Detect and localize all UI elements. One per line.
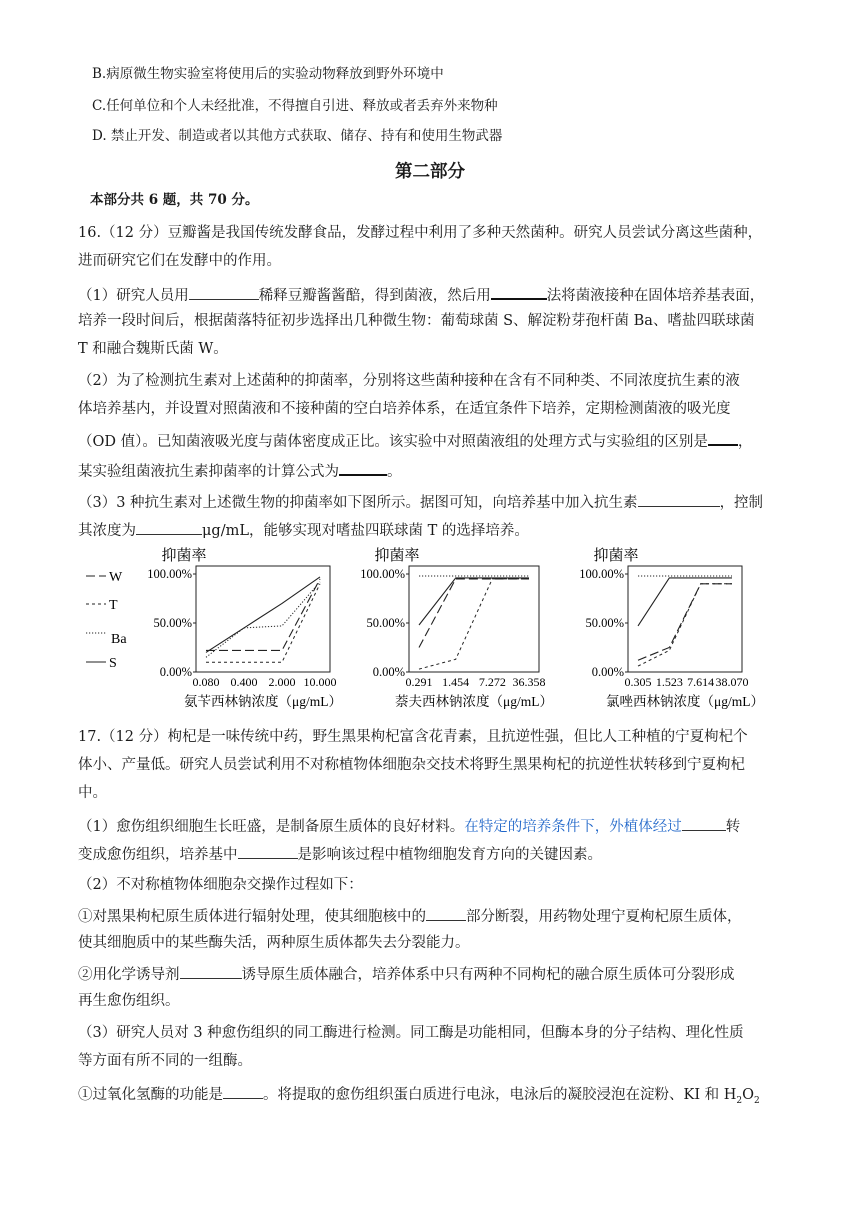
answer-blank[interactable] xyxy=(189,284,259,300)
series-line-W xyxy=(638,584,732,660)
series-line-S xyxy=(419,578,529,625)
x-tick-label: 36.358 xyxy=(512,675,546,689)
answer-blank[interactable] xyxy=(708,429,738,446)
plot-frame xyxy=(196,566,330,672)
legend-label-W: W xyxy=(109,570,123,585)
answer-blank[interactable] xyxy=(638,491,720,507)
plot-frame xyxy=(409,566,539,672)
q16-stem-1: 16.（12 分）豆瓣酱是我国传统发酵食品，发酵过程中利用了多种天然菌种。研究人员尝试分离这些菌种， xyxy=(78,225,763,241)
q17-part2-title: （2）不对称植物体细胞杂交操作过程如下： xyxy=(78,877,363,893)
series-line-W xyxy=(206,579,320,651)
y-tick-label: 100.00% xyxy=(147,567,192,581)
x-tick-label: 7.272 xyxy=(478,675,506,689)
answer-blank[interactable] xyxy=(339,459,387,476)
x-axis-label: 萘夫西林钠浓度（μg/mL） xyxy=(395,694,553,709)
q17-part3-line1: （3）研究人员对 3 种愈伤组织的同工酶进行检测。同工酶是功能相同，但酶本身的分子结构、理化性质 xyxy=(78,1025,744,1041)
q17-part1-line2: 变成愈伤组织，培养基中 是影响该过程中植物细胞发育方向的关键因素。 xyxy=(78,843,602,865)
x-tick-label: 7.614 xyxy=(687,675,715,689)
series-line-S xyxy=(206,577,320,653)
q17-stem-2: 体小、产量低。研究人员尝试利用不对称植物体细胞杂交技术将野生黑果枸杞的抗逆性状转移到宁夏枸杞 xyxy=(78,757,745,773)
series-line-S xyxy=(638,578,732,626)
x-tick-label: 0.400 xyxy=(230,675,258,689)
q17-stem-1: 17.（12 分）枸杞是一味传统中药，野生黑果枸杞富含花青素，且抗逆性强，但比人工种植的宁夏枸杞个 xyxy=(78,729,748,745)
y-tick-label: 50.00% xyxy=(153,616,192,630)
plot-frame xyxy=(628,566,742,672)
option-c: C.任何单位和个人未经批准，不得擅自引进、释放或者丢弃外来物种 xyxy=(92,98,498,114)
q16-part2-line3: （OD 值）。已知菌液吸光度与菌体密度成正比。该实验中对照菌液组的处理方式与实验组的区别是 ， xyxy=(78,429,752,452)
q16-part2-line4: 某实验组菌液抗生素抑菌率的计算公式为 。 xyxy=(78,459,402,482)
y-tick-label: 50.00% xyxy=(585,616,624,630)
q16-stem-2: 进而研究它们在发酵中的作用。 xyxy=(78,253,281,269)
x-axis-label: 氨苄西林钠浓度（μg/mL） xyxy=(184,694,342,709)
x-tick-label: 2.000 xyxy=(268,675,296,689)
answer-blank[interactable] xyxy=(223,1083,263,1099)
q16-part1-line2: 培养一段时间后，根据菌落特征初步选择出几种微生物：葡萄球菌 S、解淀粉芽孢杆菌 Ba、嗜盐四联球菌 xyxy=(78,313,755,329)
x-tick-label: 1.523 xyxy=(655,675,683,689)
y-tick-label: 0.00% xyxy=(159,665,192,679)
y-axis-label: 抑菌率 xyxy=(593,548,639,564)
q17-part1-line1: （1）愈伤组织细胞生长旺盛，是制备原生质体的良好材料。在特定的培养条件下，外植体经过 转 xyxy=(78,815,740,837)
option-b: B.病原微生物实验室将使用后的实验动物释放到野外环境中 xyxy=(92,66,444,82)
legend-label-Ba: Ba xyxy=(111,632,127,647)
y-tick-label: 100.00% xyxy=(360,567,405,581)
q16-part3-line2: 其浓度为 μg/mL，能够实现对嗜盐四联球菌 T 的选择培养。 xyxy=(78,519,529,541)
series-line-W xyxy=(419,579,529,648)
q16-part1-line1: （1）研究人员用 稀释豆瓣酱酱醅，得到菌液，然后用 法将菌液接种在固体培养基表面， xyxy=(78,283,764,306)
x-tick-label: 0.291 xyxy=(405,675,433,689)
y-axis-label: 抑菌率 xyxy=(374,548,420,564)
q16-part1-line3: T 和融合魏斯氏菌 W。 xyxy=(78,341,228,357)
y-tick-label: 50.00% xyxy=(366,616,405,630)
y-tick-label: 100.00% xyxy=(579,567,624,581)
y-tick-label: 0.00% xyxy=(372,665,405,679)
q17-stem-3: 中。 xyxy=(78,785,107,801)
q17-part2-line1: ①对黑果枸杞原生质体进行辐射处理，使其细胞核中的 部分断裂，用药物处理宁夏枸杞原生质体， xyxy=(78,905,742,927)
x-tick-label: 0.305 xyxy=(624,675,652,689)
q17-part2-line3: ②用化学诱导剂 诱导原生质体融合，培养体系中只有两种不同枸杞的融合原生质体可分裂形成 xyxy=(78,963,735,985)
answer-blank[interactable] xyxy=(238,843,298,859)
option-d: D. 禁止开发、制造或者以其他方式获取、储存、持有和使用生物武器 xyxy=(92,128,503,144)
legend-label-T: T xyxy=(109,598,118,613)
q16-part3-line1: （3）3 种抗生素对上述微生物的抑菌率如下图所示。据图可知，向培养基中加入抗生素 ，控制 xyxy=(78,491,763,513)
x-tick-label: 1.454 xyxy=(442,675,470,689)
q17-part3-line2: 等方面有所不同的一组酶。 xyxy=(78,1053,252,1069)
answer-blank[interactable] xyxy=(491,283,547,300)
section-note: 本部分共 6 题，共 70 分。 xyxy=(90,192,259,208)
answer-blank[interactable] xyxy=(426,905,466,921)
q17-part3-line3: ①过氧化氢酶的功能是 。将提取的愈伤组织蛋白质进行电泳，电泳后的凝胶浸泡在淀粉、KI 和 $H_2O_2$ xyxy=(78,1083,760,1111)
legend-label-S: S xyxy=(109,656,117,671)
x-axis-label: 氯唑西林钠浓度（μg/mL） xyxy=(606,694,764,709)
q17-part2-line4: 再生愈伤组织。 xyxy=(78,993,180,1009)
y-tick-label: 0.00% xyxy=(591,665,624,679)
q16-part2-line1: （2）为了检测抗生素对上述菌种的抑菌率，分别将这些菌种接种在含有不同种类、不同浓度抗生素的液 xyxy=(78,373,740,389)
series-line-T xyxy=(638,584,732,666)
x-tick-label: 38.070 xyxy=(715,675,749,689)
series-line-T xyxy=(419,579,529,669)
answer-blank[interactable] xyxy=(136,519,202,535)
x-tick-label: 0.080 xyxy=(192,675,220,689)
antibiotic-inhibition-charts xyxy=(78,544,788,720)
section-title: 第二部分 xyxy=(395,162,465,182)
chart-2 xyxy=(360,546,553,709)
x-tick-label: 10.000 xyxy=(303,675,337,689)
y-axis-label: 抑菌率 xyxy=(161,548,207,564)
q17-part2-line2: 使其细胞质中的某些酶失活，两种原生质体都失去分裂能力。 xyxy=(78,935,470,951)
q16-part2-line2: 体培养基内，并设置对照菌液和不接种菌的空白培养体系，在适宜条件下培养，定期检测菌液的吸光度 xyxy=(78,401,731,417)
chart-1 xyxy=(86,546,342,709)
answer-blank[interactable] xyxy=(682,815,726,831)
chart-3 xyxy=(579,546,764,709)
series-line-Ba xyxy=(206,582,320,658)
answer-blank[interactable] xyxy=(180,963,242,979)
